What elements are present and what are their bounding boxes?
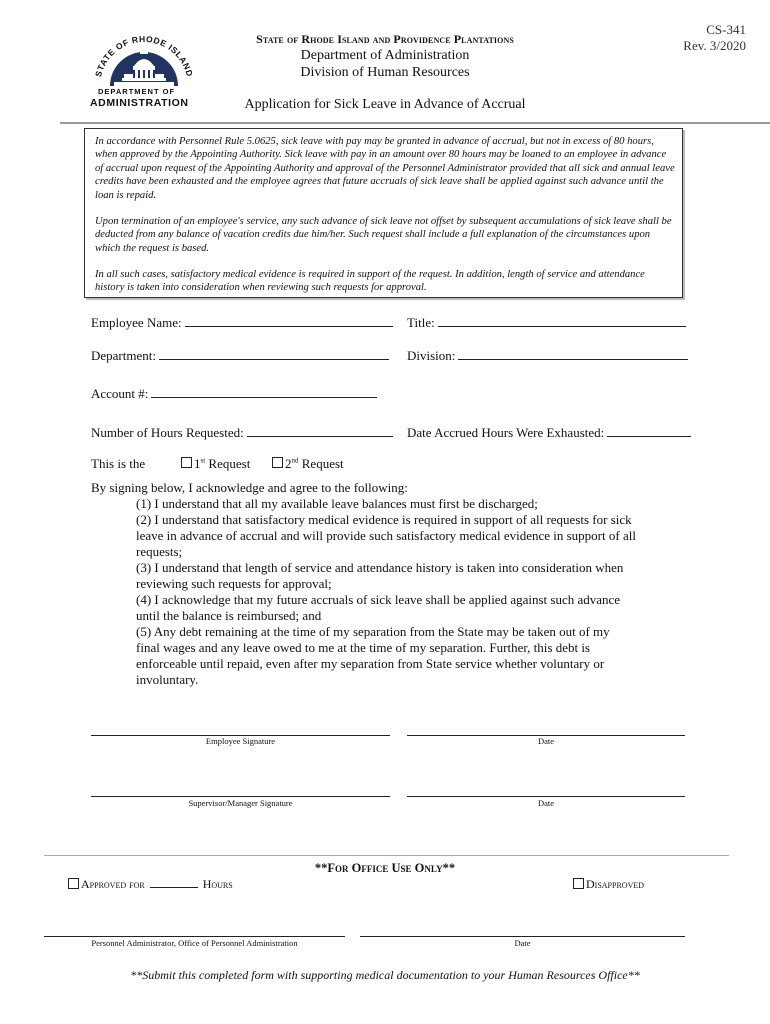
hours-requested-field — [91, 424, 393, 441]
logo-dept-of: DEPARTMENT OF — [98, 87, 176, 96]
acknowledgement-item: (4) I acknowledge that my future accruals of sick leave shall be applied against such advance until the balance is reimbursed; and — [136, 592, 621, 623]
state-name: State of Rhode Island and Providence Plantations — [256, 32, 514, 46]
first-request-option[interactable] — [181, 456, 250, 472]
request-type-label: This is the — [91, 456, 146, 471]
date-exhausted-label: Date Accrued Hours Were Exhausted: — [407, 425, 605, 440]
employee-name-input[interactable] — [185, 314, 393, 327]
employee-name-field — [91, 314, 393, 331]
disapproved-checkbox[interactable] — [573, 878, 584, 889]
hours-requested-input[interactable] — [247, 424, 393, 437]
administrator-signature-line[interactable] — [44, 936, 345, 937]
department-label: Department: — [91, 348, 156, 363]
form-number-block — [683, 22, 746, 54]
employee-name-label: Employee Name: — [91, 315, 182, 330]
account-label: Account #: — [91, 386, 149, 401]
title-input[interactable] — [438, 314, 686, 327]
division-label: Division: — [407, 348, 456, 363]
supervisor-date-line[interactable] — [407, 796, 685, 797]
acknowledgement-item: (1) I understand that all my available leave balances must first be discharged; — [136, 496, 538, 511]
approved-hours-input[interactable] — [150, 877, 198, 888]
supervisor-signature-label: Supervisor/Manager Signature — [188, 798, 293, 808]
division-input[interactable] — [458, 347, 688, 360]
office-date-label: Date — [514, 938, 531, 948]
first-request-number: 1 — [194, 456, 201, 471]
policy-paragraph: In all such cases, satisfactory medical evidence is required in support of the request. In addition, length of service and attendance history is taken into consideration when reviewing such requests for approval. — [95, 269, 645, 294]
supervisor-signature-line[interactable] — [91, 796, 390, 797]
submission-note: **Submit this completed form with supporting medical documentation to your Human Resources Office** — [130, 968, 640, 982]
department-name: Department of Administration — [300, 48, 470, 63]
division-field — [407, 347, 688, 364]
second-request-label: Request — [301, 456, 344, 471]
policy-box — [84, 128, 683, 298]
hours-label: Hours — [202, 877, 233, 891]
acknowledgement-intro: By signing below, I acknowledge and agree to the following: — [91, 480, 408, 495]
account-input[interactable] — [151, 385, 377, 398]
acknowledgement-item: (5) Any debt remaining at the time of my separation from the State may be taken out of my final wages and any leave owed to me at the time of my separation. Further, this debt is enforceable until repaid, even after my separation from State service whether voluntary or involuntary. — [136, 624, 610, 687]
policy-paragraph: In accordance with Personnel Rule 5.0625, sick leave with pay may be granted in advance of accrual, but not in excess of 80 hours, when approved by the Appointing Authority. Sick leave with pay in an amount over 80 hours may be loaned to an employee in advance of accrual upon request of the Appointing Authority and approval of the Personnel Administrator provided that all sick and annual leave credits have been exhausted and the employee agrees that future accruals of sick leave shall be applied against such advance until the loan is repaid. — [95, 136, 675, 201]
division-name: Division of Human Resources — [300, 65, 470, 80]
logo-administration: ADMINISTRATION — [90, 97, 189, 109]
office-use-divider — [44, 855, 729, 856]
form-revision: Rev. 3/2020 — [683, 38, 746, 53]
first-request-label: Request — [208, 456, 251, 471]
acknowledgement-item: (3) I understand that length of service and attendance history is taken into consideration when reviewing such requests for approval; — [136, 560, 624, 591]
second-request-number: 2 — [285, 456, 292, 471]
acknowledgement-item: (2) I understand that satisfactory medical evidence is required in support of all requests for sick leave in advance of accrual and will provide such satisfactory medical evidence in support of all requests; — [136, 512, 636, 559]
approved-option[interactable] — [68, 877, 233, 892]
date-exhausted-field — [407, 424, 691, 441]
employee-signature-label: Employee Signature — [205, 736, 276, 746]
approved-for-label: Approved for — [81, 877, 145, 891]
date-exhausted-input[interactable] — [607, 424, 691, 437]
department-input[interactable] — [159, 347, 389, 360]
account-field — [91, 385, 377, 402]
form-number: CS-341 — [706, 22, 746, 37]
department-field — [91, 347, 389, 364]
policy-paragraph: Upon termination of an employee's service, any such advance of sick leave not offset by subsequent accumulations of sick leave shall be deducted from any balance of vacation credits due him/her. Such request shall include a full explanation of the circumstances upon which the request is based. — [95, 216, 672, 254]
form-title: Application for Sick Leave in Advance of Accrual — [244, 97, 526, 112]
header-divider — [60, 122, 770, 124]
first-request-suffix: st — [200, 456, 206, 465]
title-label: Title: — [407, 315, 435, 330]
supervisor-date-label: Date — [537, 798, 555, 808]
disapproved-option[interactable] — [573, 877, 644, 892]
second-request-option[interactable] — [272, 456, 344, 472]
hours-requested-label: Number of Hours Requested: — [91, 425, 244, 440]
first-request-checkbox[interactable] — [181, 457, 192, 468]
administrator-signature-label: Personnel Administrator, Office of Personnel Administration — [91, 938, 298, 948]
second-request-suffix: nd — [291, 456, 299, 465]
disapproved-label: Disapproved — [586, 877, 645, 891]
approved-checkbox[interactable] — [68, 878, 79, 889]
second-request-checkbox[interactable] — [272, 457, 283, 468]
employee-date-label: Date — [537, 736, 555, 746]
title-field — [407, 314, 686, 331]
office-use-title: **For Office Use Only** — [314, 861, 456, 875]
acknowledgement-list — [136, 496, 636, 688]
office-date-line[interactable] — [360, 936, 685, 937]
seal-text: STATE OF RHODE ISLAND — [93, 33, 195, 78]
